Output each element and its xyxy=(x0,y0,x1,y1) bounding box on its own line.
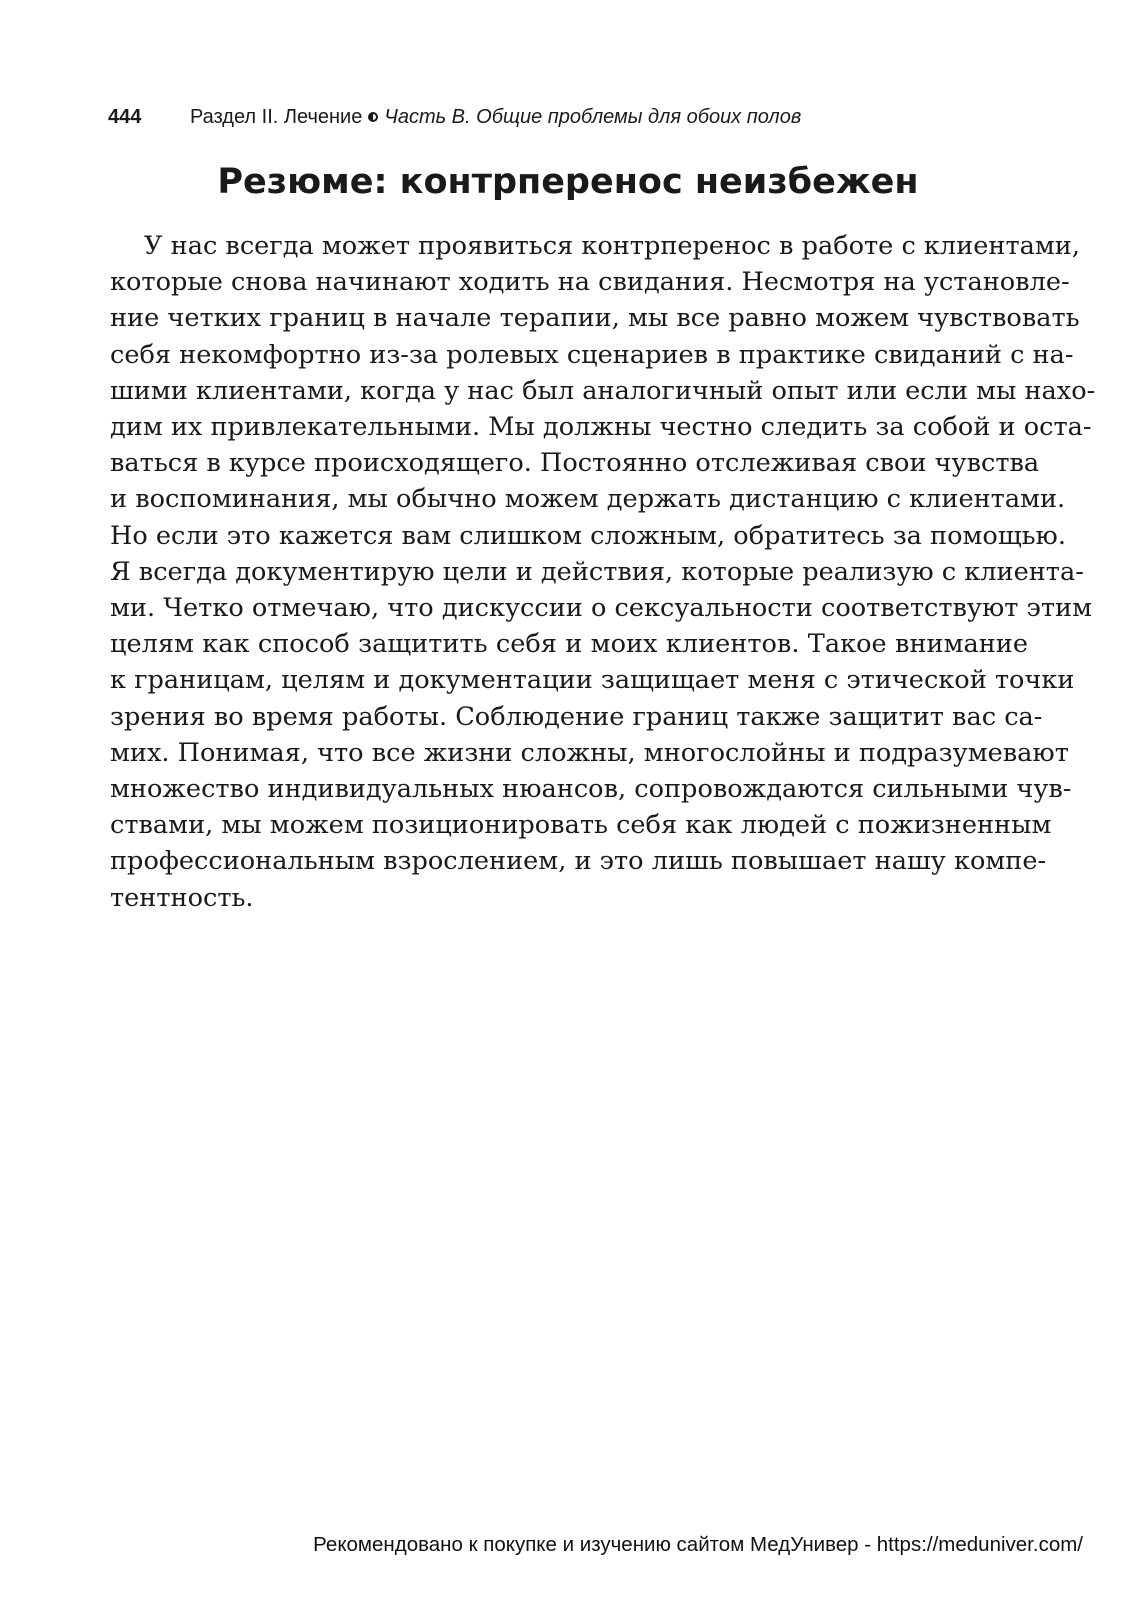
body-line: профессиональным взрослением, и это лишь повышает нашу компе- xyxy=(110,846,1047,877)
body-line: себя некомфортно из-за ролевых сценариев в практике свиданий с на- xyxy=(110,339,1074,370)
body-line: Я всегда документирую цели и действия, которые реализую с клиента- xyxy=(110,556,1084,587)
body-line: тентность. xyxy=(110,882,254,913)
body-line: ваться в курсе происходящего. Постоянно отслеживая свои чувства xyxy=(110,448,1040,479)
page-title: Резюме: контрперенос неизбежен xyxy=(217,162,919,202)
part-label: Часть B. Общие проблемы для обоих полов xyxy=(384,106,802,128)
body-line: и воспоминания, мы обычно можем держать дистанцию с клиентами. xyxy=(110,484,1066,515)
page-number: 444 xyxy=(108,106,142,128)
body-line: которые снова начинают ходить на свидания. Несмотря на установле- xyxy=(110,267,1070,298)
body-line: к границам, целям и документации защищает меня с этической точки xyxy=(110,665,1075,696)
body-line: Но если это кажется вам слишком сложным, обратитесь за помощью. xyxy=(110,520,1066,551)
body-line: ствами, мы можем позиционировать себя как людей с пожизненным xyxy=(110,810,1052,841)
body-line: дим их привлекательными. Мы должны честно следить за собой и оста- xyxy=(110,412,1092,443)
body-line: ние четких границ в начале терапии, мы все равно можем чувствовать xyxy=(110,303,1080,334)
body-line: шими клиентами, когда у нас был аналогичный опыт или если мы нахо- xyxy=(110,375,1096,406)
body-line: ми. Четко отмечаю, что дискуссии о сексуальности соответствуют этим xyxy=(110,593,1093,624)
footer-watermark-text: Рекомендовано к покупке и изучению сайтом МедУнивер - https://meduniver.com/ xyxy=(313,1533,1083,1556)
body-line: целям как способ защитить себя и моих клиентов. Такое внимание xyxy=(110,629,1028,660)
body-text xyxy=(110,228,1096,916)
body-line: множество индивидуальных нюансов, сопровождаются сильными чув- xyxy=(110,774,1072,805)
running-head xyxy=(108,100,1028,134)
section-label: Раздел II. Лечение xyxy=(190,106,363,128)
body-line: У нас всегда может проявиться контрперенос в работе с клиентами, xyxy=(144,231,1080,261)
half-filled-circle-icon xyxy=(368,112,378,122)
body-line: мих. Понимая, что все жизни сложны, многослойны и подразумевают xyxy=(110,737,1069,768)
body-line: зрения во время работы. Соблюдение границ также защитит вас са- xyxy=(110,701,1043,732)
